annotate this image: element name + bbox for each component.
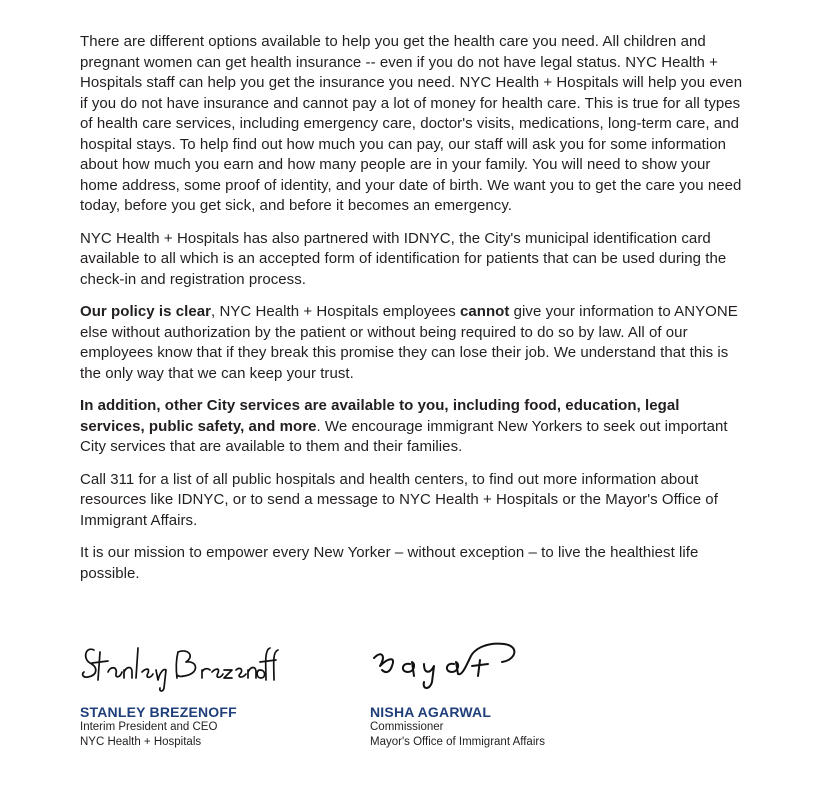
paragraph-mission xyxy=(80,543,745,584)
signature-agarwal-image xyxy=(370,636,530,696)
signatory-title: Interim President and CEO xyxy=(80,721,218,733)
signatory-brezenoff xyxy=(80,636,280,750)
emphasis-text: cannot xyxy=(459,303,510,320)
signatory-title: Commissioner xyxy=(370,721,444,733)
letter-body xyxy=(80,32,745,596)
text-segment: Call 311 for a list of all public hospitals and health centers, to find out more information about resources like IDNYC, or to send a message to NYC Health + Hospitals or the Mayor's Office of Immigrant Affairs. xyxy=(80,470,718,529)
emphasis-text: Our policy is clear xyxy=(80,303,212,320)
text-segment: It is our mission to empower every New Yorker – without exception – to live the healthiest life possible. xyxy=(80,544,699,582)
paragraph-call-311 xyxy=(80,470,745,532)
text-segment: , NYC Health + Hospitals employees xyxy=(211,303,460,320)
signature-brezenoff-image xyxy=(80,636,280,696)
signatory-organization: Mayor's Office of Immigrant Affairs xyxy=(370,736,545,748)
text-segment: . We encourage immigrant New Yorkers to seek out important City services that are available to them and their families. xyxy=(80,417,728,455)
emphasis-text: In addition, other City services are available to you, including food, education, legal services, public safety, and more xyxy=(80,397,680,435)
signatory-organization: NYC Health + Hospitals xyxy=(80,736,202,748)
signatory-name: NISHA AGARWAL xyxy=(370,704,492,720)
signature-section xyxy=(80,636,760,766)
signatory-agarwal xyxy=(370,636,545,750)
text-segment: NYC Health + Hospitals has also partnered with IDNYC, the City's municipal identification card available to all which is an accepted form of identification for patients that can be used during the check-in and registration process. xyxy=(80,229,727,288)
paragraph-policy xyxy=(80,302,745,384)
paragraph-intro xyxy=(80,32,745,217)
signatory-name: STANLEY BREZENOFF xyxy=(80,704,237,720)
paragraph-idnyc xyxy=(80,229,745,291)
paragraph-services xyxy=(80,396,745,458)
text-segment: give your information to ANYONE else without authorization by the patient or without being required to do so by law. All of our employees know that if they break this promise they can lose their job. We understand that this is the only way that we can keep your trust. xyxy=(80,303,738,382)
text-segment: There are different options available to help you get the health care you need. All children and pregnant women can get health insurance -- even if you do not have legal status. NYC Health + Hospitals staff can help you get the insurance you need. NYC Health + Hospitals will help you even if you do not have insurance and cannot pay a lot of money for health care. This is true for all types of health care services, including emergency care, doctor's visits, medications, long-term care, and hospital stays. To help find out how much you can pay, our staff will ask you for some information about how much you earn and how many people are in your family. You will need to show your home address, some proof of identity, and your date of birth. We want you to get the care you need today, before you get sick, and before it becomes an emergency. xyxy=(80,33,743,214)
